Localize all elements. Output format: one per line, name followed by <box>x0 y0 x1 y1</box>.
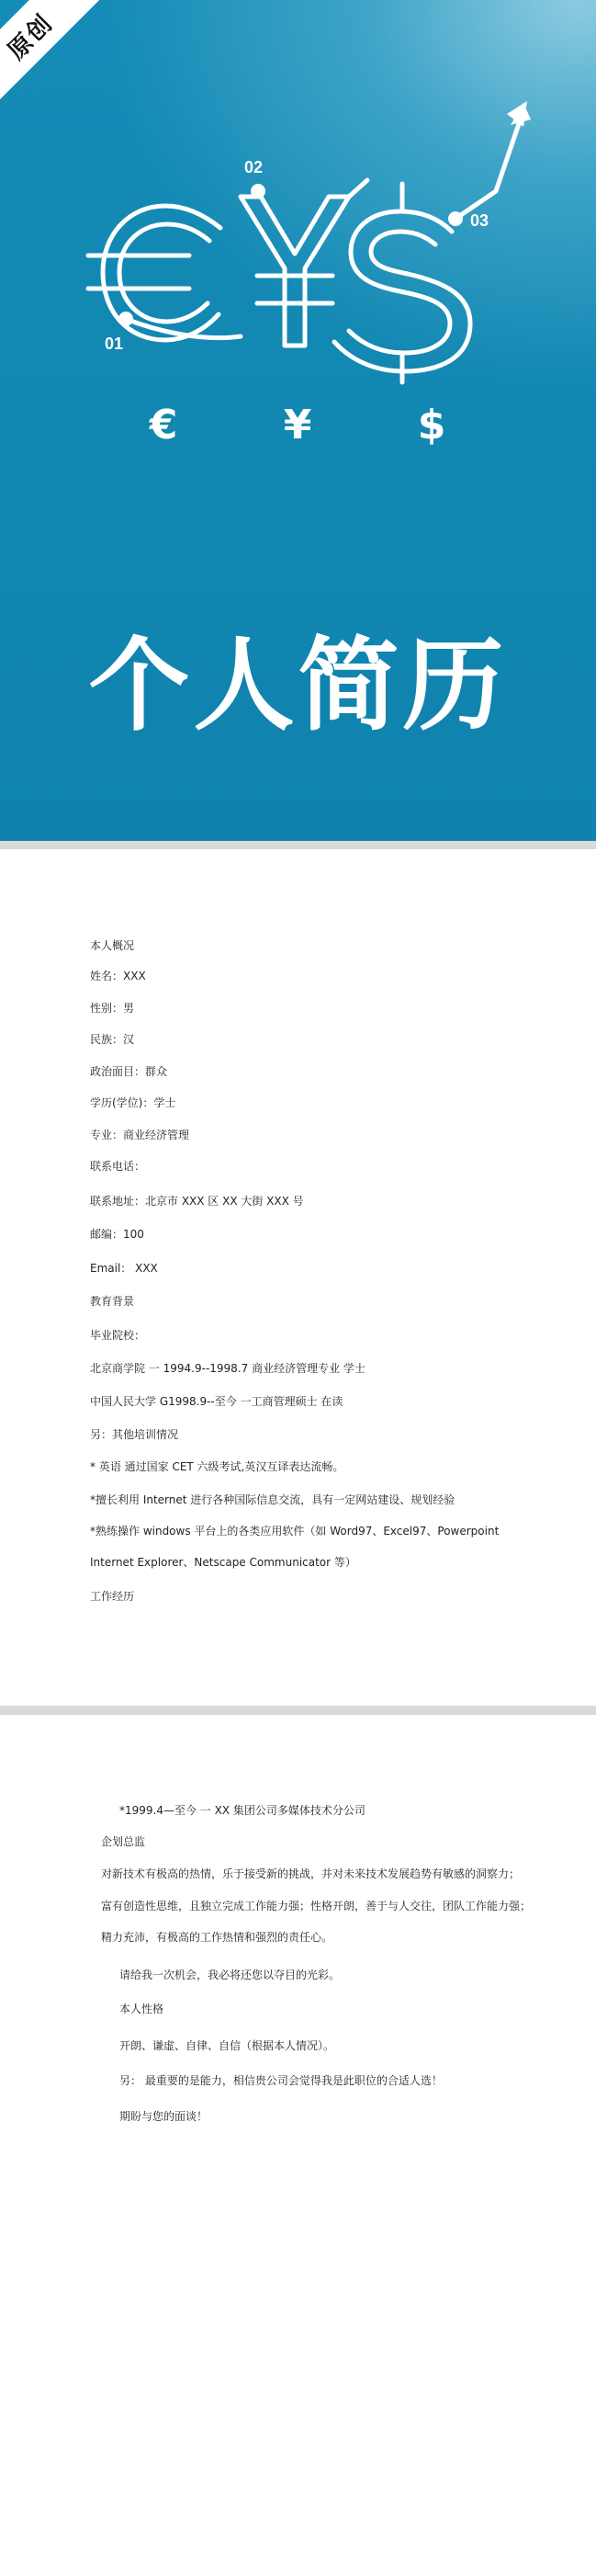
profile-name: 姓名：XXX <box>90 970 146 982</box>
currency-logo-icon <box>0 0 596 386</box>
skill-item: *熟练操作 windows 平台上的各类应用软件（如 Word97、Excel97、Powerpoint <box>90 1525 500 1538</box>
personality-heading: 本人性格 <box>119 2003 164 2015</box>
yuan-symbol: ¥ <box>283 402 312 448</box>
skill-item: * 英语 通过国家 CET 六级考试,英汉互译表达流畅。 <box>90 1460 344 1473</box>
profile-heading: 本人概况 <box>90 939 135 952</box>
step-label-03: 03 <box>470 211 489 230</box>
education-entry: 中国人民大学 G1998.9--至今 一工商管理硕士 在读 <box>90 1395 343 1408</box>
personality-text: 开朗、谦虚、自律、自信（根据本人情况）。 <box>119 2039 335 2052</box>
work-heading: 工作经历 <box>90 1590 135 1603</box>
closing-note: 另： 最重要的是能力，相信贵公司会觉得我是此职位的合适人选！ <box>119 2074 443 2087</box>
education-entry: 北京商学院 一 1994.9--1998.7 商业经济管理专业 学士 <box>90 1362 365 1375</box>
cover-title: 个人简历 <box>88 627 508 744</box>
self-assessment-line: 富有创造性思维，且独立完成工作能力强；性格开朗，善于与人交往，团队工作能力强； <box>101 1900 532 1912</box>
profile-postcode: 邮编：100 <box>90 1228 144 1241</box>
job-title: *1999.4—至今 一 XX 集团公司多媒体技术分公司 <box>119 1804 365 1817</box>
profile-email: Email： XXX <box>90 1262 158 1275</box>
profile-degree: 学历(学位)：学士 <box>90 1096 176 1109</box>
euro-symbol: € <box>149 402 178 448</box>
profile-major: 专业：商业经济管理 <box>90 1129 190 1141</box>
education-heading: 教育背景 <box>90 1295 135 1308</box>
self-assessment-line: 精力充沛，有极高的工作热情和强烈的责任心。 <box>101 1931 333 1944</box>
training-heading: 另：其他培训情况 <box>90 1428 179 1441</box>
profile-address: 联系地址：北京市 XXX 区 XX 大街 XXX 号 <box>90 1195 304 1208</box>
profile-gender: 性别：男 <box>90 1002 135 1015</box>
step-label-01: 01 <box>105 335 124 353</box>
profile-phone: 联系电话： <box>90 1160 146 1173</box>
opportunity-text: 请给我一次机会，我必将还您以夺目的光彩。 <box>119 1969 341 1981</box>
closing-text: 期盼与您的面谈！ <box>119 2110 208 2123</box>
step-label-02: 02 <box>244 158 264 176</box>
resume-cover <box>0 0 596 841</box>
self-assessment-line: 对新技术有极高的热情，乐于接受新的挑战，并对未来技术发展趋势有敏感的洞察力； <box>101 1867 521 1880</box>
profile-political-status: 政治面目：群众 <box>90 1065 168 1078</box>
original-badge-label: 原创 <box>2 8 59 65</box>
resume-page-2 <box>0 1715 596 2576</box>
job-role: 企划总监 <box>101 1835 146 1848</box>
skill-item: *擅长利用 Internet 进行各种国际信息交流，具有一定网站建设、规划经验 <box>90 1493 455 1506</box>
dollar-symbol: $ <box>417 402 446 448</box>
profile-ethnicity: 民族：汉 <box>90 1033 135 1046</box>
education-school-label: 毕业院校： <box>90 1329 146 1342</box>
skill-item-continued: Internet Explorer、Netscape Communicator 等） <box>90 1556 356 1569</box>
